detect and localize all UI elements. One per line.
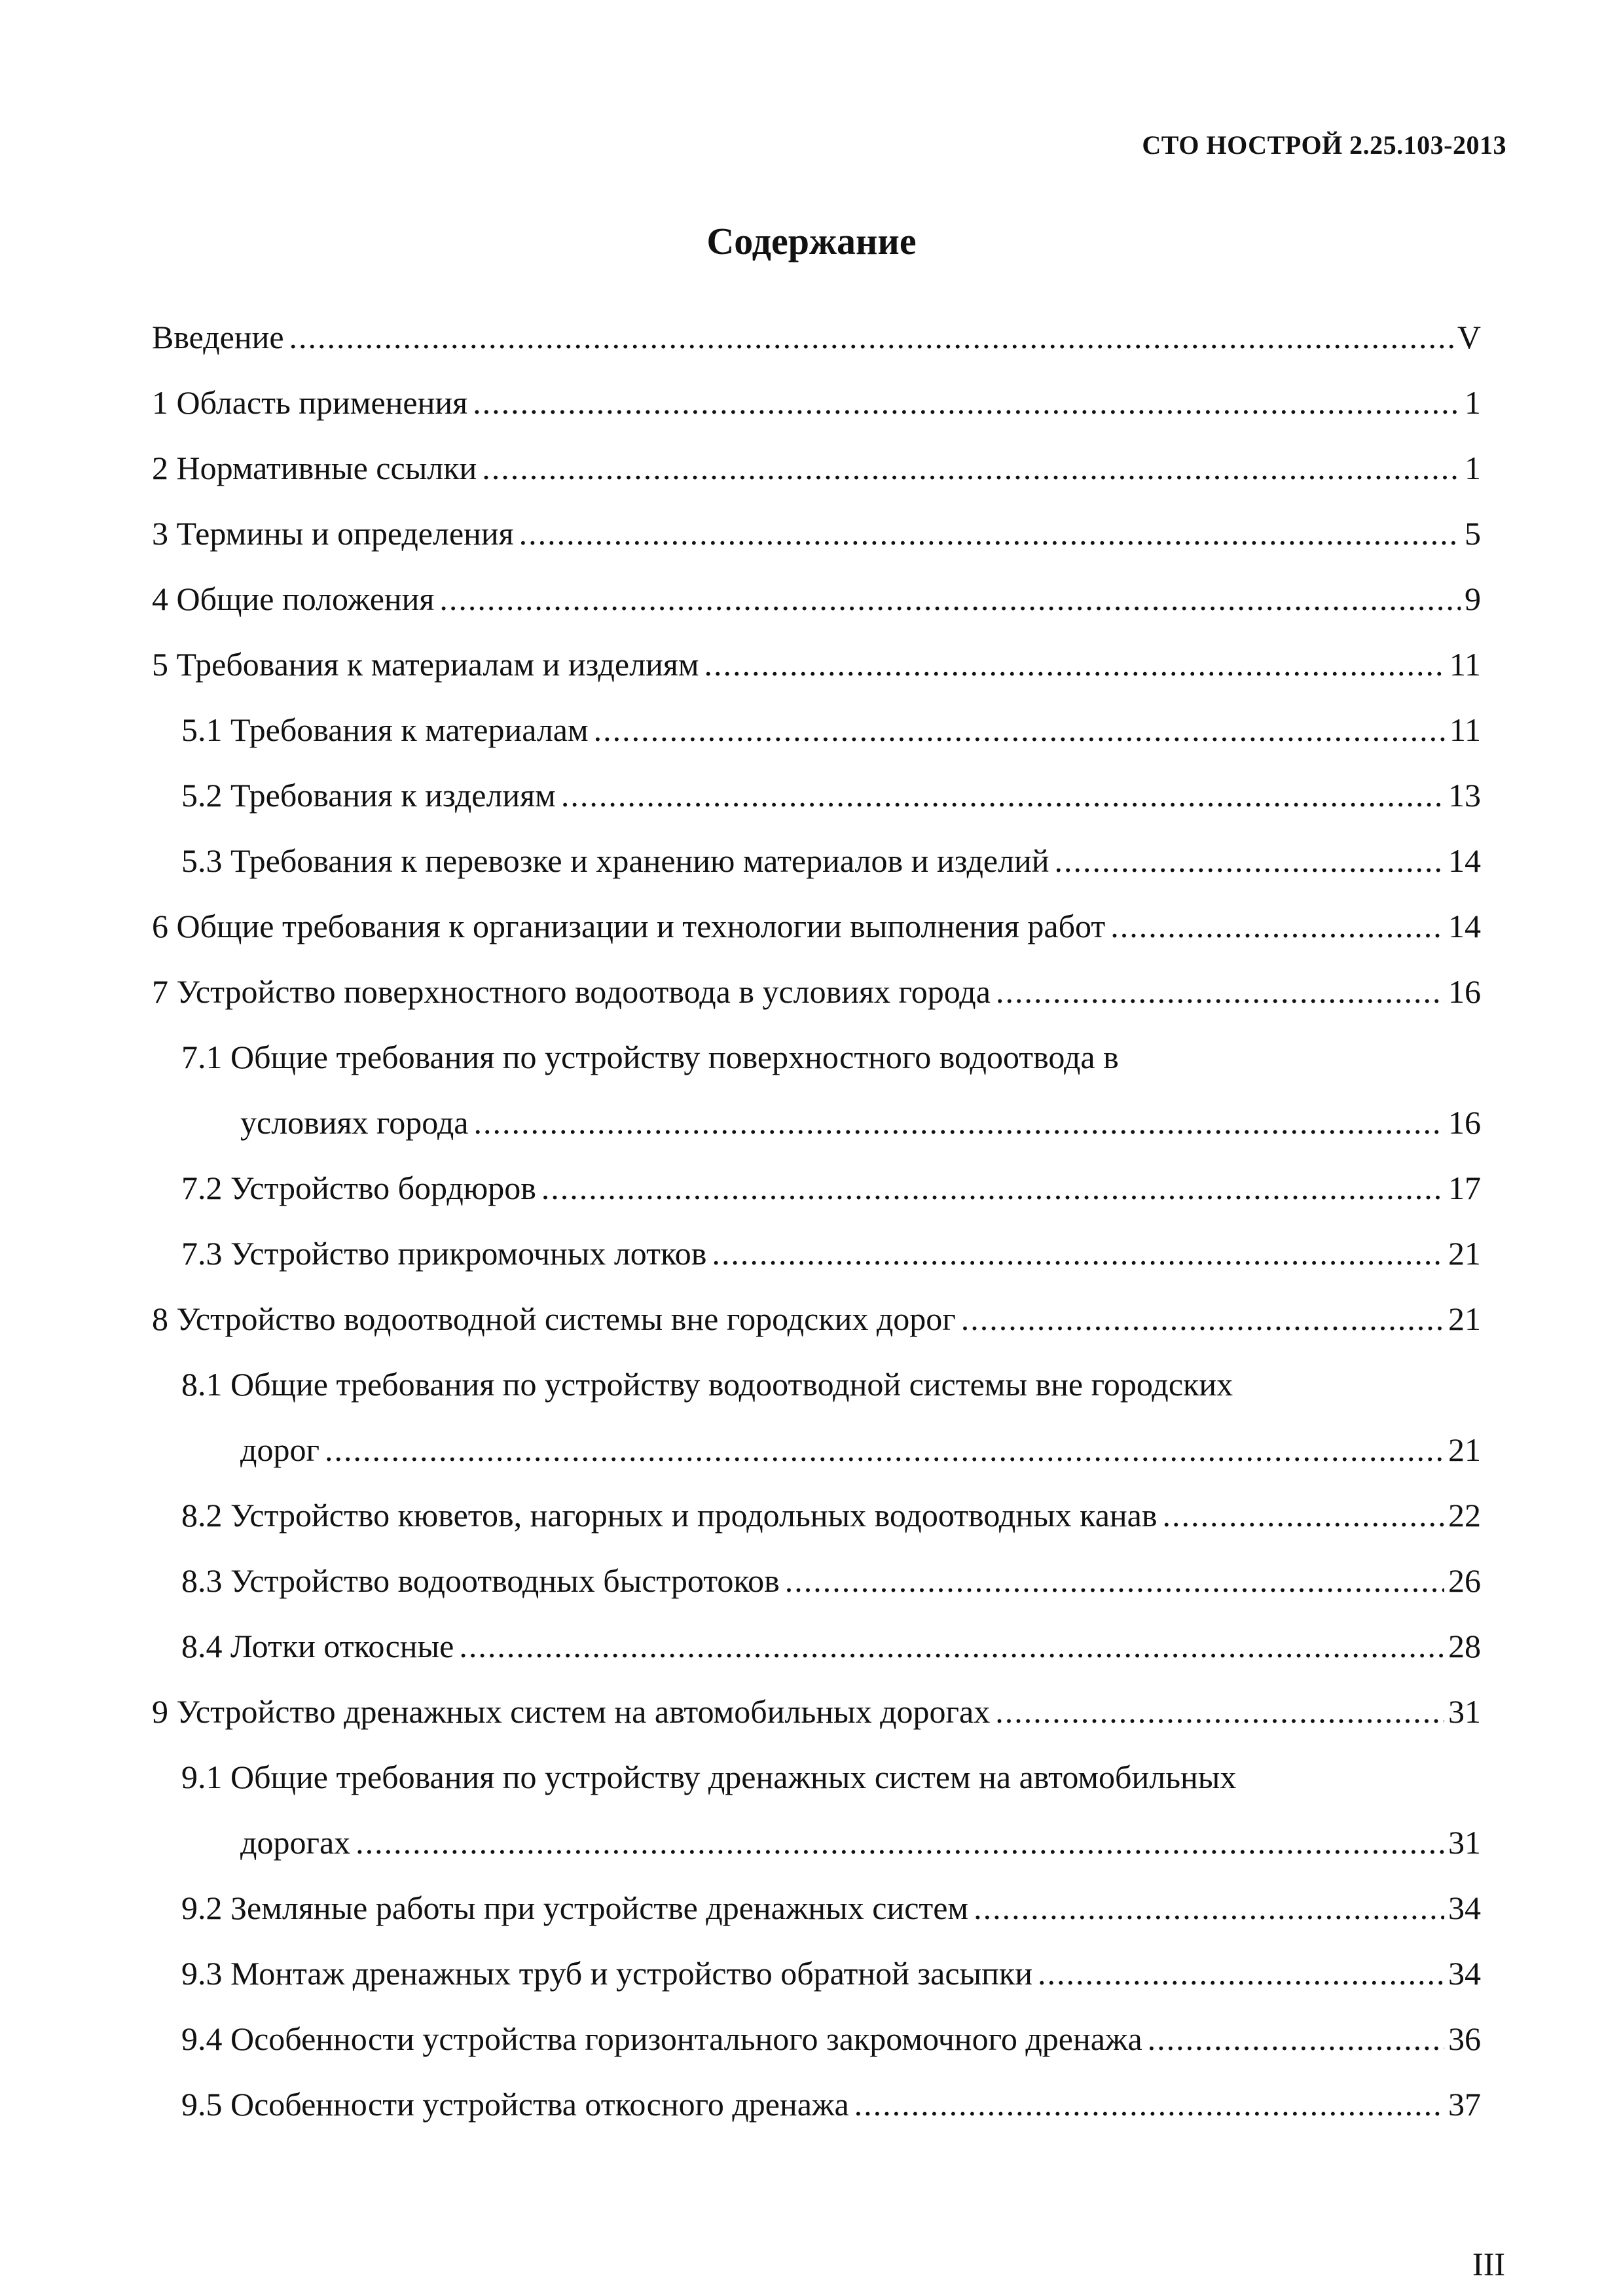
toc-entry[interactable]: [152, 1679, 1481, 1744]
toc-entry-text: 3 Термины и определения: [152, 515, 514, 552]
toc-entry[interactable]: [152, 697, 1481, 762]
toc-leader-dots: [325, 1417, 1444, 1482]
toc-entry[interactable]: [152, 1024, 1481, 1090]
toc-entry-text: Введение: [152, 319, 284, 355]
toc-entry-continuation[interactable]: [152, 1810, 1481, 1875]
toc-entry-text: 1 Область применения: [152, 384, 468, 421]
toc-entry[interactable]: [152, 2072, 1481, 2137]
toc-entry[interactable]: [152, 1155, 1481, 1221]
toc-page-number: 17: [1448, 1170, 1481, 1206]
toc-entry[interactable]: [152, 1221, 1481, 1286]
toc-entry[interactable]: [152, 370, 1481, 435]
table-of-contents: [152, 304, 1481, 2137]
toc-leader-dots: [974, 1875, 1444, 1941]
toc-entry-text: 9.4 Особенности устройства горизонтального закромочного дренажа: [181, 2020, 1142, 2057]
toc-entry[interactable]: [152, 893, 1481, 959]
toc-leader-dots: [594, 697, 1446, 762]
toc-entry-text: 5.3 Требования к перевозке и хранению материалов и изделий: [181, 842, 1049, 879]
toc-entry[interactable]: [152, 959, 1481, 1024]
toc-page-number: 14: [1448, 842, 1481, 879]
toc-entry-text: 8.3 Устройство водоотводных быстротоков: [181, 1562, 780, 1599]
toc-leader-dots: [1055, 828, 1444, 893]
toc-entry[interactable]: [152, 762, 1481, 828]
toc-entry[interactable]: [152, 304, 1481, 370]
toc-entry-text: дорог: [240, 1431, 319, 1468]
toc-entry-text: 4 Общие положения: [152, 581, 435, 617]
toc-entry[interactable]: [152, 2006, 1481, 2072]
toc-entry-text: 7.3 Устройство прикромочных лотков: [181, 1235, 707, 1272]
toc-entry[interactable]: [152, 1941, 1481, 2006]
toc-page-number: 37: [1448, 2086, 1481, 2123]
toc-entry[interactable]: [152, 1744, 1481, 1810]
toc-leader-dots: [1038, 1941, 1444, 2006]
toc-page-number: 5: [1465, 515, 1481, 552]
toc-leader-dots: [712, 1221, 1444, 1286]
toc-leader-dots: [519, 501, 1461, 566]
toc-page-number: 21: [1448, 1235, 1481, 1272]
toc-page-number: 16: [1448, 1104, 1481, 1141]
toc-leader-dots: [854, 2072, 1444, 2137]
toc-leader-dots: [1110, 893, 1444, 959]
toc-entry[interactable]: [152, 435, 1481, 501]
toc-entry-text: 8.4 Лотки откосные: [181, 1628, 454, 1664]
toc-entry-text: 9.1 Общие требования по устройству дренажных систем на автомобильных: [181, 1759, 1237, 1795]
toc-leader-dots: [473, 1090, 1444, 1155]
toc-entry-text: 7.1 Общие требования по устройству поверхностного водоотвода в: [181, 1039, 1119, 1075]
toc-leader-dots: [439, 566, 1461, 632]
toc-leader-dots: [996, 959, 1444, 1024]
toc-entry[interactable]: [152, 1613, 1481, 1679]
toc-leader-dots: [1148, 2006, 1444, 2072]
toc-leader-dots: [482, 435, 1461, 501]
toc-page-number: 11: [1449, 711, 1481, 748]
toc-page-number: 34: [1448, 1955, 1481, 1992]
toc-entry-text: 5.1 Требования к материалам: [181, 711, 589, 748]
toc-entry[interactable]: [152, 632, 1481, 697]
toc-entry-text: дорогах: [240, 1824, 351, 1861]
toc-page-number: 31: [1448, 1824, 1481, 1861]
toc-entry[interactable]: [152, 1875, 1481, 1941]
toc-entry-continuation[interactable]: [152, 1417, 1481, 1482]
toc-page-number: 28: [1448, 1628, 1481, 1664]
toc-leader-dots: [1162, 1482, 1444, 1548]
toc-entry-text: 8 Устройство водоотводной системы вне городских дорог: [152, 1300, 956, 1337]
toc-entry-text: 5.2 Требования к изделиям: [181, 777, 556, 814]
toc-leader-dots: [961, 1286, 1444, 1352]
toc-entry[interactable]: [152, 1352, 1481, 1417]
toc-page-number: 21: [1448, 1431, 1481, 1468]
toc-page-number: 1: [1465, 384, 1481, 421]
toc-entry-text: 7 Устройство поверхностного водоотвода в условиях города: [152, 973, 991, 1010]
toc-entry-text: 8.1 Общие требования по устройству водоотводной системы вне городских: [181, 1366, 1233, 1403]
toc-page-number: 26: [1448, 1562, 1481, 1599]
toc-leader-dots: [459, 1613, 1444, 1679]
toc-page-number: 9: [1465, 581, 1481, 617]
toc-leader-dots: [785, 1548, 1444, 1613]
page-title: Содержание: [706, 220, 917, 262]
toc-entry-text: условиях города: [240, 1104, 469, 1141]
toc-page-number: 14: [1448, 908, 1481, 944]
toc-leader-dots: [356, 1810, 1444, 1875]
toc-leader-dots: [541, 1155, 1444, 1221]
toc-leader-dots: [995, 1679, 1444, 1744]
toc-entry-text: 6 Общие требования к организации и технологии выполнения работ: [152, 908, 1106, 944]
document-code: СТО НОСТРОЙ 2.25.103-2013: [1142, 130, 1506, 160]
toc-page-number: 36: [1448, 2020, 1481, 2057]
toc-page-number: 34: [1448, 1890, 1481, 1926]
toc-entry-text: 9 Устройство дренажных систем на автомобильных дорогах: [152, 1693, 991, 1730]
toc-page-number: 22: [1448, 1497, 1481, 1534]
toc-entry-text: 5 Требования к материалам и изделиям: [152, 646, 699, 683]
toc-page-number: V: [1457, 319, 1481, 355]
toc-leader-dots: [704, 632, 1445, 697]
toc-page-number: 1: [1465, 450, 1481, 486]
toc-entry[interactable]: [152, 1548, 1481, 1613]
toc-page-number: 13: [1448, 777, 1481, 814]
toc-leader-dots: [561, 762, 1444, 828]
toc-leader-dots: [289, 304, 1453, 370]
toc-entry-text: 2 Нормативные ссылки: [152, 450, 477, 486]
toc-page-number: 31: [1448, 1693, 1481, 1730]
toc-page-number: 16: [1448, 973, 1481, 1010]
toc-entry-text: 8.2 Устройство кюветов, нагорных и продольных водоотводных канав: [181, 1497, 1158, 1534]
toc-entry-continuation[interactable]: [152, 1090, 1481, 1155]
toc-entry-text: 9.3 Монтаж дренажных труб и устройство обратной засыпки: [181, 1955, 1032, 1992]
toc-entry[interactable]: [152, 828, 1481, 893]
toc-page-number: 11: [1449, 646, 1481, 683]
toc-entry-text: 9.5 Особенности устройства откосного дренажа: [181, 2086, 849, 2123]
toc-entry-text: 9.2 Земляные работы при устройстве дренажных систем: [181, 1890, 969, 1926]
toc-entry[interactable]: [152, 1286, 1481, 1352]
toc-entry[interactable]: [152, 566, 1481, 632]
page-number: III: [1472, 2246, 1505, 2282]
toc-page-number: 21: [1448, 1300, 1481, 1337]
toc-entry[interactable]: [152, 1482, 1481, 1548]
toc-entry[interactable]: [152, 501, 1481, 566]
toc-entry-text: 7.2 Устройство бордюров: [181, 1170, 536, 1206]
toc-leader-dots: [473, 370, 1461, 435]
